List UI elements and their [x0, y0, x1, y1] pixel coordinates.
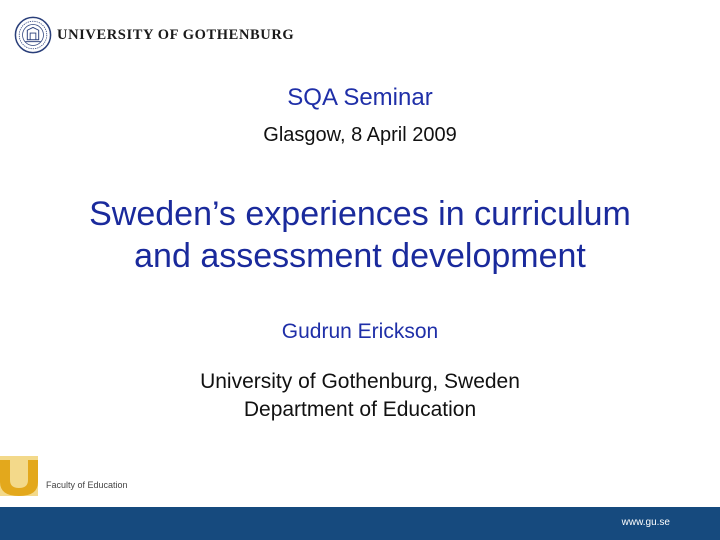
- faculty-u-icon: [0, 456, 38, 496]
- university-logo: [14, 16, 294, 54]
- author-name: Gudrun Erickson: [281, 320, 439, 343]
- footer-url: www.gu.se: [621, 517, 670, 528]
- affiliation-line-2: Department of Education: [243, 398, 477, 421]
- presentation-title-line-2: and assessment development: [134, 237, 586, 275]
- presentation-title-line-1: Sweden’s experiences in curriculum: [89, 195, 631, 233]
- faculty-logo: [0, 456, 128, 496]
- seminar-place-date: Glasgow, 8 April 2009: [263, 124, 457, 146]
- faculty-label: Faculty of Education: [46, 480, 128, 490]
- affiliation-line-1: University of Gothenburg, Sweden: [200, 370, 520, 393]
- university-seal-icon: [14, 16, 52, 54]
- presentation-title: [0, 193, 720, 277]
- footer-bar: [0, 507, 720, 540]
- seminar-title: SQA Seminar: [287, 84, 433, 111]
- author-affiliation: [0, 368, 720, 424]
- university-name: UNIVERSITY OF GOTHENBURG: [57, 26, 295, 43]
